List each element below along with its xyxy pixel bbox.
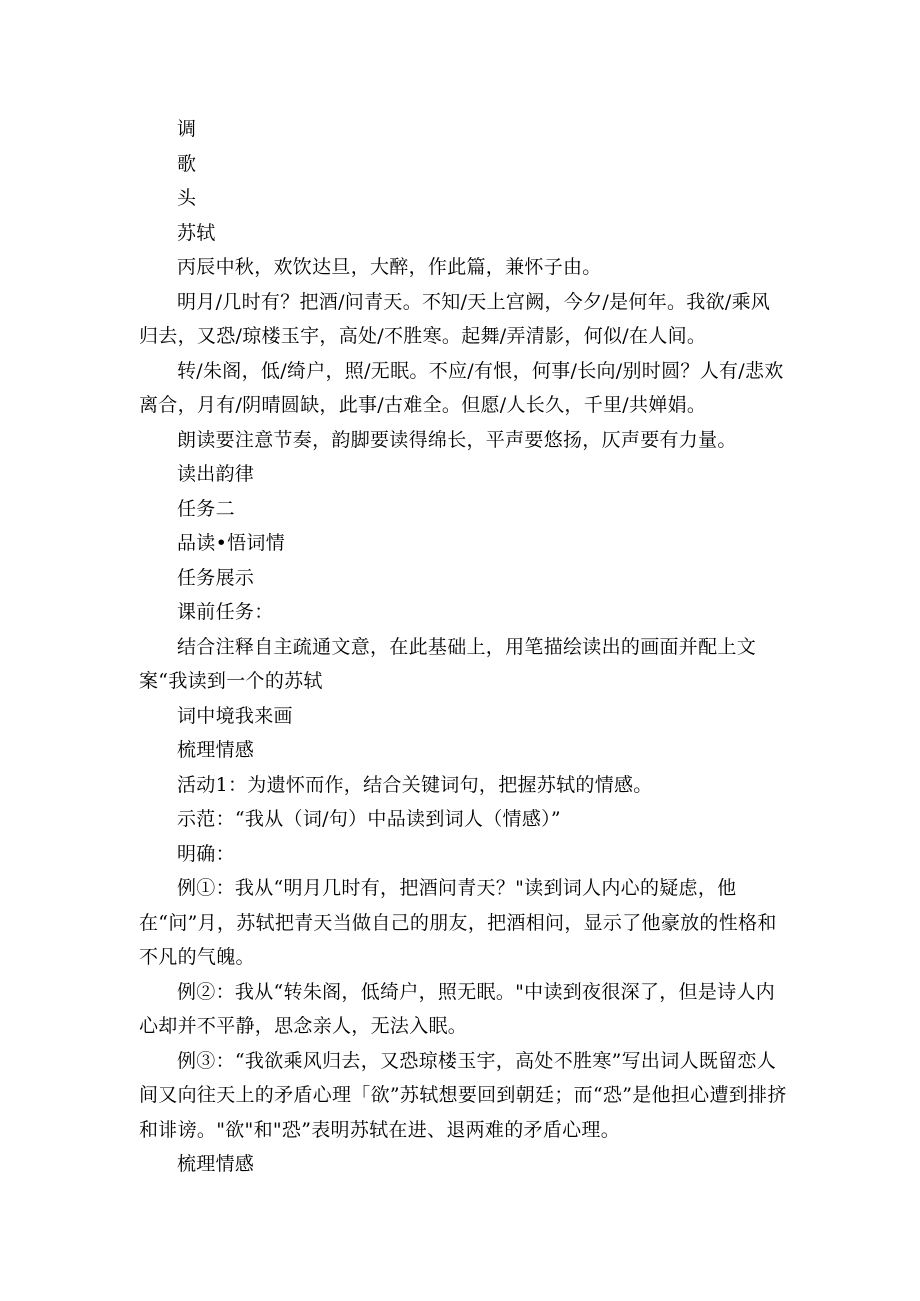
poem-author: 苏轼	[177, 221, 216, 244]
section-heading: 词中境我来画	[177, 704, 293, 727]
poem-stanza-2: 转/朱阁，低/绮户，照/无眠。不应/有恨，何事/长向/别时圆？人有/悲欢离合，月有/阴晴圆缺，此事/古难全。但愿/人长久，千里/共婵娟。	[139, 359, 784, 416]
document-body	[139, 112, 789, 1182]
example-paragraph: 例②：我从“转朱阁，低绮户，照无眠。"中读到夜很深了，但是诗人内心却并不平静，思念亲人，无法入眠。	[139, 980, 776, 1037]
activity-description: 活动1：为遗怀而作，结合关键词句，把握苏轼的情感。	[177, 773, 653, 796]
section-heading: 梳理情感	[177, 1153, 255, 1175]
reading-tip: 朗读要注意节奏，韵脚要读得绵长，平声要悠扬，仄声要有力量。	[177, 428, 737, 451]
section-heading: 任务二	[177, 497, 235, 520]
poem-title-char-1: 调	[177, 118, 197, 140]
section-heading: 明确：	[177, 842, 235, 865]
section-heading: 品读•悟词情	[177, 532, 286, 554]
section-heading: 梳理情感	[177, 739, 255, 761]
poem-title-char-3: 头	[177, 187, 197, 209]
task-description: 结合注释自主疏通文意，在此基础上，用笔描绘读出的画面并配上文案“我读到一个的苏轼	[139, 635, 757, 692]
section-heading: 读出韵律	[177, 463, 255, 485]
example-paragraph: 例①：我从“明月几时有，把酒问青天？"读到词人内心的疑虑，他在“问”月，苏轼把青天当做自己的朋友，把酒相问，显示了他豪放的性格和不凡的气魄。	[139, 877, 777, 968]
section-heading: 任务展示	[177, 566, 255, 589]
demonstration-text: 示范：“我从（词/句）中品读到词人（情感）”	[177, 808, 561, 830]
poem-stanza-1: 明月/几时有？把酒/问青天。不知/天上宫阙，今夕/是何年。我欲/乘风归去，又恐/琼楼玉宇，高处/不胜寒。起舞/弄清影，何似/在人间。	[139, 290, 771, 347]
poem-preface: 丙辰中秋，欢饮达旦，大醉，作此篇，兼怀子由。	[177, 256, 602, 278]
section-heading: 课前任务：	[177, 601, 274, 623]
poem-title-char-2: 歌	[177, 152, 197, 175]
example-paragraph: 例③：“我欲乘风归去，又恐琼楼玉宇，高处不胜寒”写出词人既留恋人间又向往天上的矛盾心理「欲”苏轼想要回到朝廷；而“恐”是他担心遭到排挤和诽谤。"欲"和"恐”表明苏轼在进、退两难的矛盾心理。	[139, 1049, 787, 1141]
